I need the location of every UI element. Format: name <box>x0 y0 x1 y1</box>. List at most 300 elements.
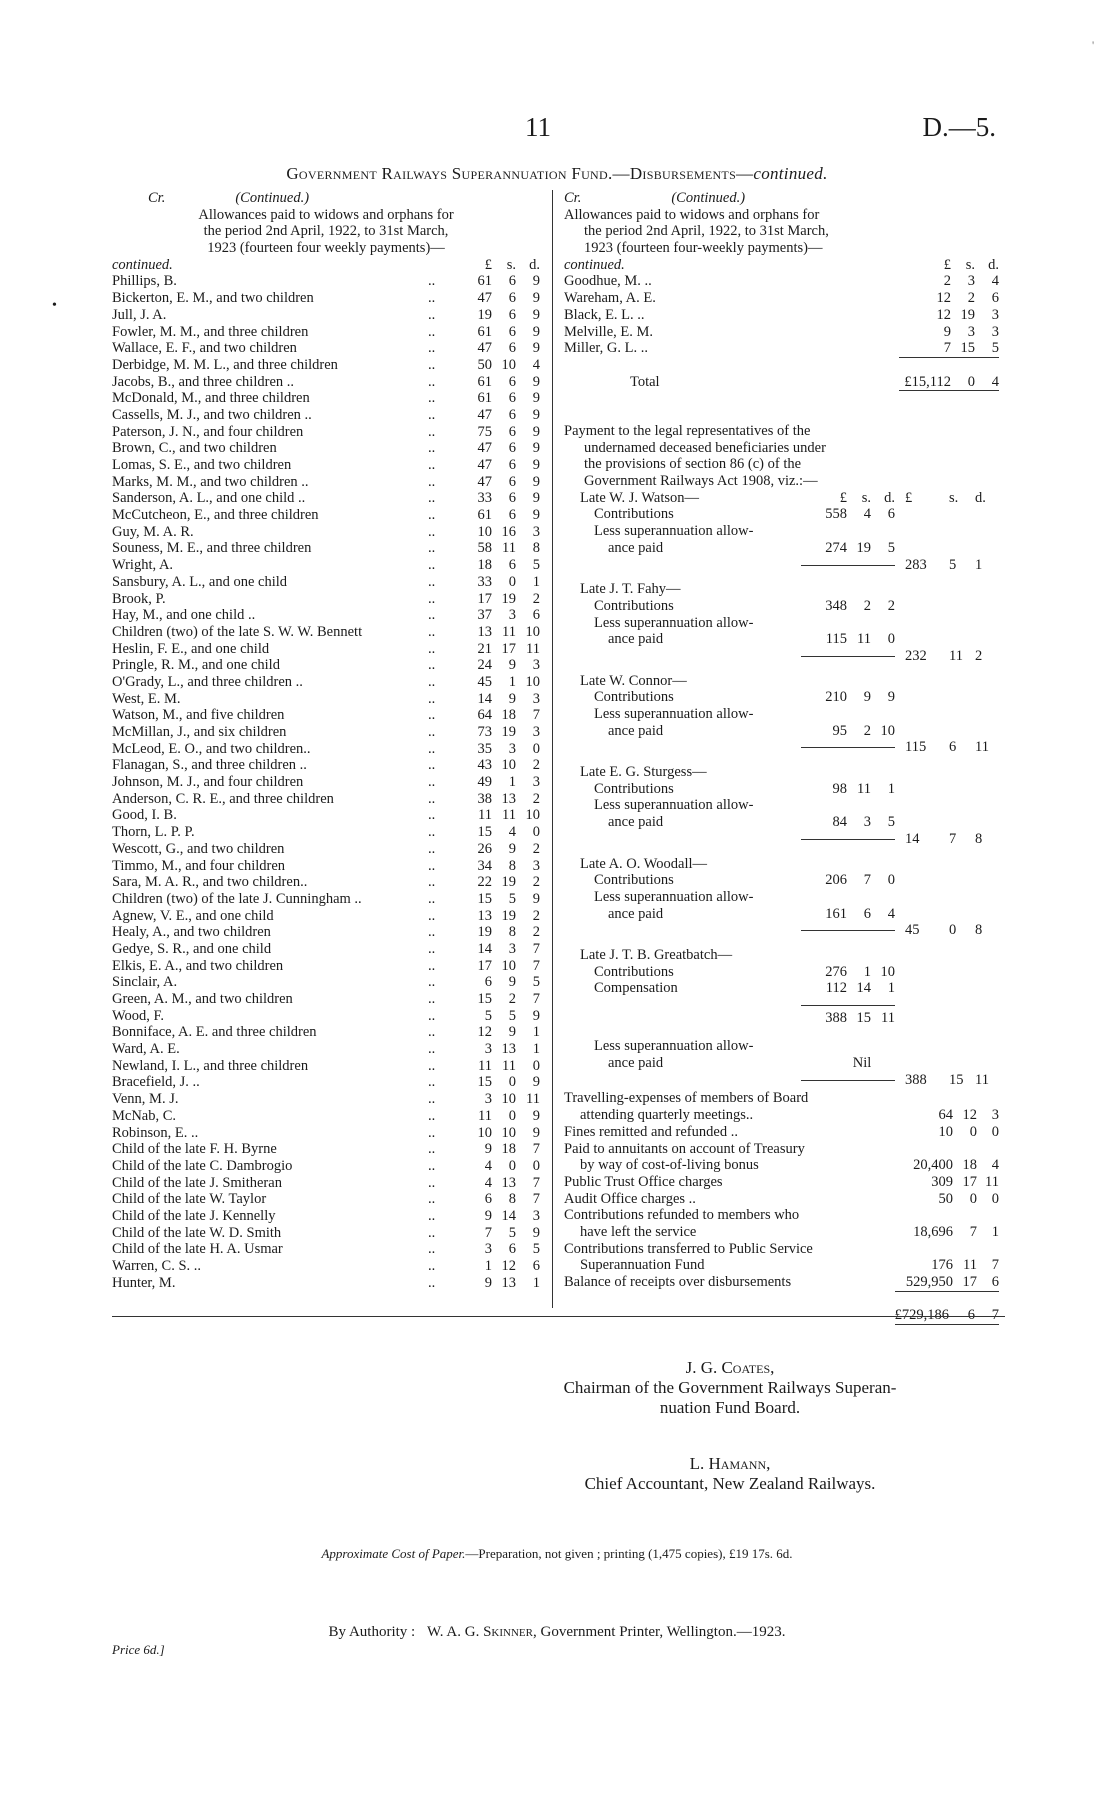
rule-line <box>801 1005 895 1006</box>
amount <box>456 507 540 524</box>
disbursement-item <box>564 1124 999 1141</box>
beneficiary-name: Cassells, M. J., and two children .. <box>112 406 312 423</box>
total-shillings: 0 <box>967 373 975 390</box>
amount-shillings: 10 <box>501 757 516 774</box>
line-text: Less superannuation allow- <box>594 706 754 723</box>
amount-shillings: 13 <box>501 1174 516 1191</box>
list-item <box>112 374 540 391</box>
beneficiary-name: Brook, P. <box>112 590 166 607</box>
tot-empty <box>895 506 999 523</box>
amount-pounds: 3 <box>484 1091 492 1108</box>
net-amount <box>895 1072 999 1089</box>
disbursement-text: Superannuation Fund <box>580 1257 705 1274</box>
allowance-paid <box>791 631 895 648</box>
tot-empty <box>895 814 999 831</box>
amount <box>456 691 540 708</box>
list-item <box>112 1125 540 1142</box>
amount-shillings: 1 <box>508 774 516 791</box>
leader-dots: .. <box>428 490 436 507</box>
net-amount-shillings: 5 <box>949 556 957 573</box>
authority-suffix: Government Printer, Wellington.—1923. <box>540 1624 786 1640</box>
beneficiary-name: Sansbury, A. L., and one child <box>112 573 288 590</box>
amount-shillings: 19 <box>501 874 516 891</box>
list-item <box>112 991 540 1008</box>
nil-value: Nil <box>852 1055 872 1072</box>
list-item <box>112 307 540 324</box>
beneficiary-name: Lomas, S. E., and two children <box>112 457 292 474</box>
beneficiary-name: McMillan, J., and six children <box>112 724 287 741</box>
amount-pence: 0 <box>532 1157 540 1174</box>
amount <box>456 891 540 908</box>
total-headers <box>895 490 999 507</box>
legal-representatives-list <box>564 506 999 1088</box>
amount-pence: 9 <box>532 390 540 407</box>
contributions-pence: 9 <box>887 689 895 706</box>
amount-shillings: 12 <box>501 1258 516 1275</box>
amount-pence: 3 <box>532 724 540 741</box>
amount-shillings: 17 <box>962 1274 977 1291</box>
leader-dots: .. <box>428 707 436 724</box>
beneficiary-name: Child of the late J. Smitheran <box>112 1174 282 1191</box>
amount-pence: 0 <box>532 1057 540 1074</box>
list-item <box>112 1158 540 1175</box>
amount <box>456 741 540 758</box>
leader-dots: .. <box>428 840 436 857</box>
leader-dots: .. <box>428 807 436 824</box>
amount-pence: 2 <box>532 924 540 941</box>
beneficiary-name: Wright, A. <box>112 557 174 574</box>
pound-header: £ <box>484 256 492 273</box>
signatory-title-line: Chairman of the Government Railways Superan- <box>563 1378 897 1397</box>
amount-pounds: 61 <box>477 373 492 390</box>
authority-prefix: By Authority : <box>328 1624 416 1640</box>
list-item <box>112 1091 540 1108</box>
beneficiary-name: Bracefield, J. .. <box>112 1074 200 1091</box>
sturgess-less-row <box>564 814 999 831</box>
leader-dots: .. <box>428 340 436 357</box>
disbursement-text: Contributions transferred to Public Service <box>564 1240 813 1257</box>
amount-shillings: 9 <box>508 690 516 707</box>
fahy-less-row <box>564 615 999 632</box>
nil-amount <box>791 1055 895 1072</box>
amount-pounds: 14 <box>477 690 492 707</box>
amount-pounds: 15 <box>477 890 492 907</box>
right-continued-label: (Continued.) <box>671 190 746 206</box>
amount-pence: 9 <box>532 1007 540 1024</box>
disbursement-text: by way of cost-of-living bonus <box>580 1157 759 1174</box>
list-item <box>112 941 540 958</box>
line-text: Compensation <box>594 980 678 997</box>
amount-shillings: 19 <box>501 907 516 924</box>
line-text: Late E. G. Sturgess— <box>580 764 707 781</box>
amount-shillings: 8 <box>508 1191 516 1208</box>
amount-pounds: 4 <box>484 1157 492 1174</box>
leader-dots: .. <box>428 1191 436 1208</box>
line-text: Less superannuation allow- <box>594 523 754 540</box>
line-text: Late W. Connor— <box>580 672 687 689</box>
net-amount-shillings: 11 <box>949 647 963 664</box>
amount-pounds: 50 <box>938 1190 953 1207</box>
sub-empty <box>791 797 895 814</box>
amount-shillings: 6 <box>508 473 516 490</box>
leader-dots: .. <box>428 1007 436 1024</box>
amount-pence: 3 <box>532 857 540 874</box>
list-item <box>112 357 540 374</box>
amount-pence: 3 <box>991 1107 999 1124</box>
amount-shillings: 10 <box>501 1091 516 1108</box>
net-amount-pence: 2 <box>975 647 983 664</box>
amount-shillings: 4 <box>508 824 516 841</box>
leader-dots: .. <box>428 1141 436 1158</box>
amount-pence: 11 <box>526 640 540 657</box>
woodall-less-row <box>564 906 999 923</box>
amount <box>456 941 540 958</box>
sub-empty <box>791 889 895 906</box>
amount-shillings: 1 <box>508 673 516 690</box>
disbursement-amount <box>895 1257 999 1274</box>
amount-shillings: 11 <box>502 1057 516 1074</box>
line-text: ance paid <box>608 539 664 556</box>
amount-pounds: 24 <box>477 657 492 674</box>
amount-pence: 9 <box>532 1124 540 1141</box>
allowance-paid <box>791 906 895 923</box>
amount-shillings: 17 <box>501 640 516 657</box>
amount-pounds: 11 <box>478 807 492 824</box>
amount-pence: 4 <box>991 1157 999 1174</box>
list-item <box>112 1208 540 1225</box>
amount-pounds: 50 <box>477 356 492 373</box>
leader-dots: .. <box>428 540 436 557</box>
amount <box>456 290 540 307</box>
contributions-shillings: 7 <box>863 872 871 889</box>
greatbatch-contrib-row <box>564 964 999 981</box>
amount-pence: 1 <box>532 573 540 590</box>
net-amount-pounds: 232 <box>905 647 927 664</box>
right-allowance-list <box>564 273 999 356</box>
amount-pounds: 47 <box>477 290 492 307</box>
beneficiary-name: McNab, C. <box>112 1107 177 1124</box>
amount <box>915 307 999 324</box>
signatory-name: J. G. Coates, <box>685 1358 775 1377</box>
list-item <box>112 974 540 991</box>
amount-pounds: 13 <box>477 907 492 924</box>
leader-dots: .. <box>428 306 436 323</box>
amount-pounds: 75 <box>477 423 492 440</box>
amount-shillings: 8 <box>508 857 516 874</box>
tot-empty <box>895 615 999 632</box>
amount <box>456 1258 540 1275</box>
leader-dots: .. <box>428 356 436 373</box>
tot-empty <box>895 631 999 648</box>
greatbatch-less-row <box>564 1038 999 1055</box>
list-item <box>564 290 999 307</box>
fahy-net-row <box>564 648 999 665</box>
amount-pounds: 17 <box>477 590 492 607</box>
list-item <box>112 1241 540 1258</box>
leader-dots: .. <box>428 1024 436 1041</box>
beneficiary-name: Warren, C. S. .. <box>112 1258 202 1275</box>
amount-pence: 1 <box>532 1024 540 1041</box>
title-main: Government Railways Superannuation Fund.—Disbursements— <box>286 164 754 183</box>
list-item <box>112 1275 540 1292</box>
amount-pounds: 11 <box>478 1057 492 1074</box>
amount <box>456 1208 540 1225</box>
amount-pence: 2 <box>532 757 540 774</box>
beneficiary-name: Phillips, B. <box>112 273 177 290</box>
right-column <box>564 190 999 1341</box>
disbursement-text: Fines remitted and refunded .. <box>564 1123 738 1140</box>
amount-pence: 3 <box>532 1207 540 1224</box>
sub-empty <box>791 648 895 665</box>
amount-pounds: 7 <box>943 340 951 357</box>
sub-empty <box>791 1038 895 1055</box>
leader-dots: .. <box>428 824 436 841</box>
left-continued-label: (Continued.) <box>235 190 310 206</box>
tot-empty <box>895 723 999 740</box>
beneficiary-name: Child of the late W. Taylor <box>112 1191 267 1208</box>
amount-pounds: 9 <box>484 1274 492 1291</box>
title-continued: continued. <box>753 164 828 183</box>
amount <box>456 757 540 774</box>
leader-dots: .. <box>428 290 436 307</box>
amount-shillings: 11 <box>502 807 516 824</box>
leader-dots: .. <box>428 406 436 423</box>
amount <box>456 1158 540 1175</box>
list-item <box>112 1024 540 1041</box>
beneficiary-name: Good, I. B. <box>112 807 177 824</box>
amount <box>456 424 540 441</box>
list-item <box>112 1141 540 1158</box>
amount-pounds: 33 <box>477 573 492 590</box>
beneficiary-name: Thorn, L. P. P. <box>112 824 195 841</box>
allowance-paid-shillings: 2 <box>863 722 871 739</box>
beneficiary-name: Sanderson, A. L., and one child .. <box>112 490 306 507</box>
amount <box>456 490 540 507</box>
amount-pence: 9 <box>532 306 540 323</box>
amount-pounds: 33 <box>477 490 492 507</box>
net-amount <box>895 648 999 665</box>
amount-pounds: 47 <box>477 473 492 490</box>
allowance-paid-pounds: 115 <box>825 631 847 648</box>
leader-dots: .. <box>428 907 436 924</box>
amount-pence: 7 <box>532 1174 540 1191</box>
sub-pence-header: d. <box>884 489 895 506</box>
amount-pence: 5 <box>991 340 999 357</box>
list-item <box>564 307 999 324</box>
contributions <box>791 689 895 706</box>
line-text: Late J. T. B. Greatbatch— <box>580 946 733 963</box>
beneficiary-name: Souness, M. E., and three children <box>112 540 312 557</box>
tot-pound-header: £ <box>905 489 913 506</box>
amount-pence: 9 <box>532 340 540 357</box>
spacer <box>564 739 791 756</box>
beneficiary-name: Flanagan, S., and three children .. <box>112 757 307 774</box>
leader-dots: .. <box>428 740 436 757</box>
net-amount <box>895 739 999 756</box>
amount-pence: 2 <box>532 790 540 807</box>
beneficiary-name: McCutcheon, E., and three children <box>112 507 319 524</box>
amount-shillings: 12 <box>962 1107 977 1124</box>
amount-shillings: 6 <box>508 440 516 457</box>
beneficiary-name: Fowler, M. M., and three children <box>112 323 309 340</box>
amount-shillings: 10 <box>501 356 516 373</box>
beneficiary-name: Black, E. L. .. <box>564 306 645 323</box>
amount-pounds: 176 <box>931 1257 953 1274</box>
beneficiary-name: Wareham, A. E. <box>564 290 656 307</box>
amount-pounds: 7 <box>484 1224 492 1241</box>
beneficiary-name: Bickerton, E. M., and two children <box>112 290 314 307</box>
list-item <box>112 807 540 824</box>
amount-shillings: 6 <box>508 423 516 440</box>
amount-pence: 6 <box>991 290 999 307</box>
grand-total-pounds: £729,186 <box>894 1307 949 1324</box>
amount-pounds: 9 <box>943 323 951 340</box>
greatbatch-nil-row <box>564 1055 999 1072</box>
amount-shillings: 3 <box>508 607 516 624</box>
amount-shillings: 9 <box>508 974 516 991</box>
leader-dots: .. <box>428 724 436 741</box>
amount-shillings: 13 <box>501 790 516 807</box>
sturgess-less-row <box>564 797 999 814</box>
amount-pence: 1 <box>532 1041 540 1058</box>
disbursement-amount <box>895 1224 999 1241</box>
amount-pounds: 19 <box>477 924 492 941</box>
authority-line <box>0 1624 1114 1641</box>
list-item <box>112 524 540 541</box>
tot-pence-header: d. <box>975 489 986 506</box>
beneficiary-name: Jacobs, B., and three children .. <box>112 373 295 390</box>
list-item <box>112 574 540 591</box>
sturgess-contrib-row <box>564 781 999 798</box>
amount-shillings: 5 <box>508 1224 516 1241</box>
amount-shillings: 9 <box>508 1024 516 1041</box>
legal-heading-line: Government Railways Act 1908, viz.:— <box>584 473 818 490</box>
total-row <box>564 374 999 391</box>
leader-dots: .. <box>428 1091 436 1108</box>
amount <box>456 1058 540 1075</box>
amount-pence: 9 <box>532 890 540 907</box>
amount <box>456 991 540 1008</box>
disbursement-amount <box>895 1274 999 1291</box>
leader-dots: .. <box>428 440 436 457</box>
list-item <box>112 340 540 357</box>
list-item <box>112 757 540 774</box>
contributions <box>791 964 895 981</box>
amount-pounds: 13 <box>477 623 492 640</box>
contributions-shillings: 2 <box>863 597 871 614</box>
line-text: Less superannuation allow- <box>594 1038 754 1055</box>
amount-pence: 3 <box>532 774 540 791</box>
amount-pounds: 64 <box>477 707 492 724</box>
beneficiary-name: Child of the late J. Kennelly <box>112 1207 276 1224</box>
heading-line: the period 2nd April, 1922, to 31st March, <box>584 223 829 240</box>
amount <box>456 624 540 641</box>
amount <box>915 290 999 307</box>
leader-dots: .. <box>428 323 436 340</box>
woodall-contrib-row <box>564 872 999 889</box>
tot-empty <box>895 797 999 814</box>
leader-dots: .. <box>428 607 436 624</box>
amount-pounds: 17 <box>477 957 492 974</box>
amount-shillings: 0 <box>969 1123 977 1140</box>
net-amount-pence: 8 <box>975 922 983 939</box>
amount-pounds: 45 <box>477 673 492 690</box>
amount-pence: 3 <box>532 690 540 707</box>
amount-shillings: 6 <box>508 290 516 307</box>
list-item <box>112 874 540 891</box>
amount-pence: 9 <box>532 423 540 440</box>
amount-pence: 9 <box>532 440 540 457</box>
sub-empty <box>791 615 895 632</box>
signature-coates <box>510 1358 950 1418</box>
beneficiary-name: Healy, A., and two children <box>112 924 271 941</box>
amount <box>456 1191 540 1208</box>
leader-dots: .. <box>428 557 436 574</box>
amount-pounds: 15 <box>477 1074 492 1091</box>
spacer <box>564 756 999 764</box>
spacer <box>564 648 791 665</box>
amount-pounds: 61 <box>477 507 492 524</box>
amount-pence: 9 <box>532 490 540 507</box>
beneficiary-name: Wescott, G., and two children <box>112 840 285 857</box>
compensation-pence: 1 <box>887 980 895 997</box>
amount-pounds: 6 <box>484 1191 492 1208</box>
sum-amount-pence: 11 <box>881 1009 895 1026</box>
leader-dots: .. <box>428 940 436 957</box>
net-amount-pence: 1 <box>975 556 983 573</box>
amount-pounds: 61 <box>477 323 492 340</box>
amount-pence: 6 <box>991 1274 999 1291</box>
bottom-rule <box>112 1316 1005 1317</box>
leader-dots: .. <box>428 1224 436 1241</box>
heading-line: the period 2nd April, 1922, to 31st March, <box>203 223 449 240</box>
beneficiary-name: Sara, M. A. R., and two children.. <box>112 874 308 891</box>
amount-pence: 10 <box>525 807 540 824</box>
list-item <box>112 424 540 441</box>
amount-shillings: 13 <box>501 1274 516 1291</box>
amount-shillings: 8 <box>508 924 516 941</box>
leader-dots: .. <box>428 1107 436 1124</box>
leader-dots: .. <box>428 1157 436 1174</box>
amount <box>456 641 540 658</box>
left-heading-continued: continued. <box>112 256 173 273</box>
amount <box>456 807 540 824</box>
amount-shillings: 19 <box>501 590 516 607</box>
connor-less-row <box>564 706 999 723</box>
beneficiary-name: Robinson, E. .. <box>112 1124 199 1141</box>
amount-pence: 9 <box>532 406 540 423</box>
amount-shillings: 2 <box>967 290 975 307</box>
amount-pounds: 61 <box>477 273 492 290</box>
amount-pounds: 22 <box>477 874 492 891</box>
amount-shillings: 11 <box>502 540 516 557</box>
leader-dots: .. <box>428 874 436 891</box>
contributions-pence: 1 <box>887 780 895 797</box>
net-amount-shillings: 0 <box>949 922 957 939</box>
leader-dots: .. <box>428 390 436 407</box>
amount <box>456 574 540 591</box>
watson-less-row <box>564 540 999 557</box>
left-allowance-list <box>112 273 540 1291</box>
allowance-paid-pounds: 95 <box>832 722 847 739</box>
amount <box>456 958 540 975</box>
line-text: Late A. O. Woodall— <box>580 855 708 872</box>
amount-shillings: 10 <box>501 957 516 974</box>
amount-pence: 1 <box>991 1223 999 1240</box>
amount-pence: 11 <box>985 1173 999 1190</box>
amount-pounds: 10 <box>477 1124 492 1141</box>
amount-shillings: 3 <box>508 940 516 957</box>
